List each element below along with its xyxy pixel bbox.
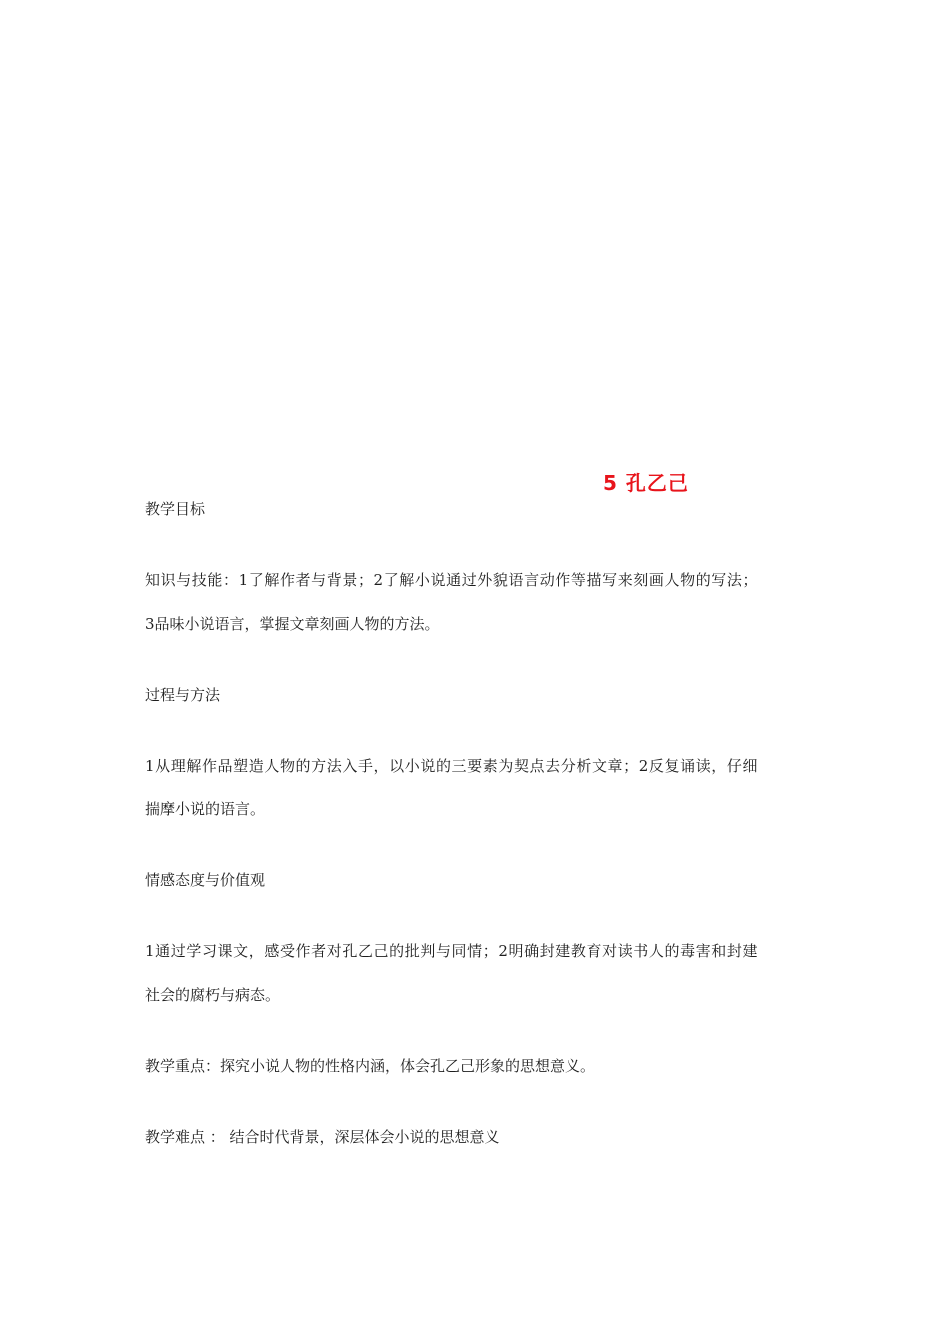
process-methods-line-1: 1从理解作品塑造人物的方法入手，以小说的三要素为契点去分析文章；2反复诵读，仔细: [145, 757, 759, 775]
lesson-title: 5 孔乙己: [603, 471, 689, 495]
emotion-values-line-1: 1通过学习课文，感受作者对孔乙己的批判与同情；2明确封建教育对读书人的毒害和封建: [145, 942, 759, 960]
teaching-difficulty: 教学难点 ： 结合时代背景，深层体会小说的思想意义: [145, 1128, 500, 1146]
process-methods-line-2: 揣摩小说的语言。: [145, 800, 266, 818]
heading-process-methods: 过程与方法: [145, 686, 221, 704]
emotion-values-line-2: 社会的腐朽与病态。: [145, 986, 281, 1004]
heading-emotion-values: 情感态度与价值观: [145, 871, 266, 889]
knowledge-skills-line-2: 3品味小说语言，掌握文章刻画人物的方法。: [145, 615, 440, 633]
knowledge-skills-line-1: 知识与技能：1了解作者与背景；2了解小说通过外貌语言动作等描写来刻画人物的写法；: [145, 571, 759, 589]
teaching-key-point: 教学重点：探究小说人物的性格内涵，体会孔乙己形象的思想意义。: [145, 1057, 596, 1075]
heading-teaching-objectives: 教学目标: [145, 500, 206, 518]
